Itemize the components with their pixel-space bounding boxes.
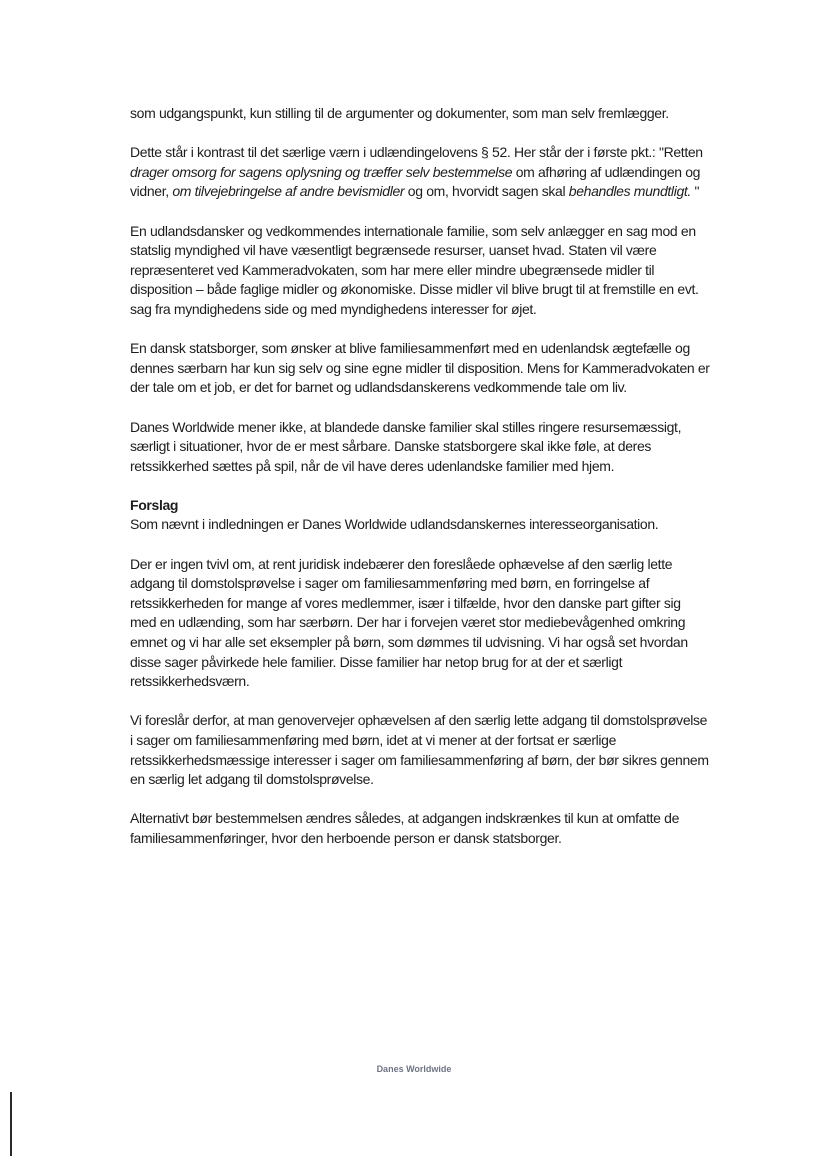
paragraph-text: Som nævnt i indledningen er Danes Worldwide udlandsdanskernes interesseorganisation. [130, 516, 659, 533]
paragraph-text: Danes Worldwide mener ikke, at blandede danske familier skal stilles ringere resursemæssigt, særligt i situationer, hvor de er mest sårbare. Danske statsborgere skal ikke føle, at deres retssikkerhed sættes på spil, når de vil have deres udenlandske familier med hjem. [130, 418, 682, 474]
paragraph-text: om afhøring af udlændingen og vidner, [130, 163, 701, 200]
emphasis-text: drager omsorg for sagens oplysning og træffer selv bestemmelse [130, 163, 513, 180]
paragraph [130, 104, 710, 124]
paragraph [130, 143, 710, 202]
section-paragraph [130, 809, 710, 848]
section-heading: Forslag [130, 496, 179, 513]
paragraph [130, 418, 710, 477]
paragraph-text: Dette står i kontrast til det særlige værn i udlændingelovens § 52. Her står der i første pkt.: "Retten [130, 144, 703, 161]
paragraph-text: Alternativt bør bestemmelsen ændres således, at adgangen indskrænkes til kun at omfatte de familiesammenføringer, hvor den herboende person er dansk statsborger. [130, 810, 680, 846]
paragraph-text: Der er ingen tvivl om, at rent juridisk indebærer den foreslåede ophævelse af den særlig lette adgang til domstolsprøvelse i sager om familiesammenføring med børn, en forringelse af retssikkerheden for mange af vores medlemmer, især i tilfælde, hvor den danske part gifter sig med en udlænding, som har særbørn. Der har i forvejen været stor mediebevågenhed omkring emnet og vi har alle set eksempler på børn, som dømmes til udvisning. Vi har også set hvordan disse sager påvirkede hele familier. Disse familier har netop brug for at der et særligt retssikkerhedsværn. [130, 555, 688, 690]
paragraph-text: En dansk statsborger, som ønsker at blive familiesammenført med en udenlandsk ægtefælle og dennes særbarn har kun sig selv og sine egne midler til disposition. Mens for Kammeradvokaten er der tale om et job, er det for barnet og udlandsdanskerens vedkommende tale om liv. [130, 340, 710, 396]
body-paragraphs [130, 104, 710, 476]
paragraph-text: En udlandsdansker og vedkommendes internationale familie, som selv anlægger en sag mod en statslig myndighed vil have væsentligt begrænsede resurser, uanset hvad. Staten vil være repræsenteret ved Kammeradvokaten, som har mere eller mindre ubegrænsede midler til disposition – både faglige midler og økonomiske. Disse midler vil blive brugt til at fremstille en evt. sag fra myndighedens side og med myndighedens interesser for øjet. [130, 222, 699, 317]
paragraph [130, 339, 710, 398]
emphasis-text: behandles mundtligt. [568, 183, 691, 200]
footer-organization: Danes Worldwide [376, 1064, 452, 1074]
document-body [130, 104, 710, 868]
paragraph-text: og om, hvorvidt sagen skal [404, 183, 569, 200]
section-paragraph [130, 711, 710, 789]
section-paragraph [130, 515, 710, 535]
scan-edge-mark [10, 1092, 12, 1156]
section-paragraphs [130, 515, 710, 848]
paragraph-text: " [690, 183, 700, 200]
paragraph-text: som udgangspunkt, kun stilling til de argumenter og dokumenter, som man selv fremlægger. [130, 105, 669, 121]
section-paragraph [130, 555, 710, 692]
paragraph-text: Vi foreslår derfor, at man genovervejer ophævelsen af den særlig lette adgang til domstolsprøvelse i sager om familiesammenføring med børn, idet at vi mener at der fortsat er særlige retssikkerhedsmæssige interesser i sager om familiesammenføring af børn, der bør sikres gennem en særlig let adgang til domstolsprøvelse. [130, 712, 709, 788]
emphasis-text: om tilvejebringelse af andre bevismidler [172, 183, 405, 200]
paragraph [130, 222, 710, 320]
page-footer [0, 1063, 828, 1076]
